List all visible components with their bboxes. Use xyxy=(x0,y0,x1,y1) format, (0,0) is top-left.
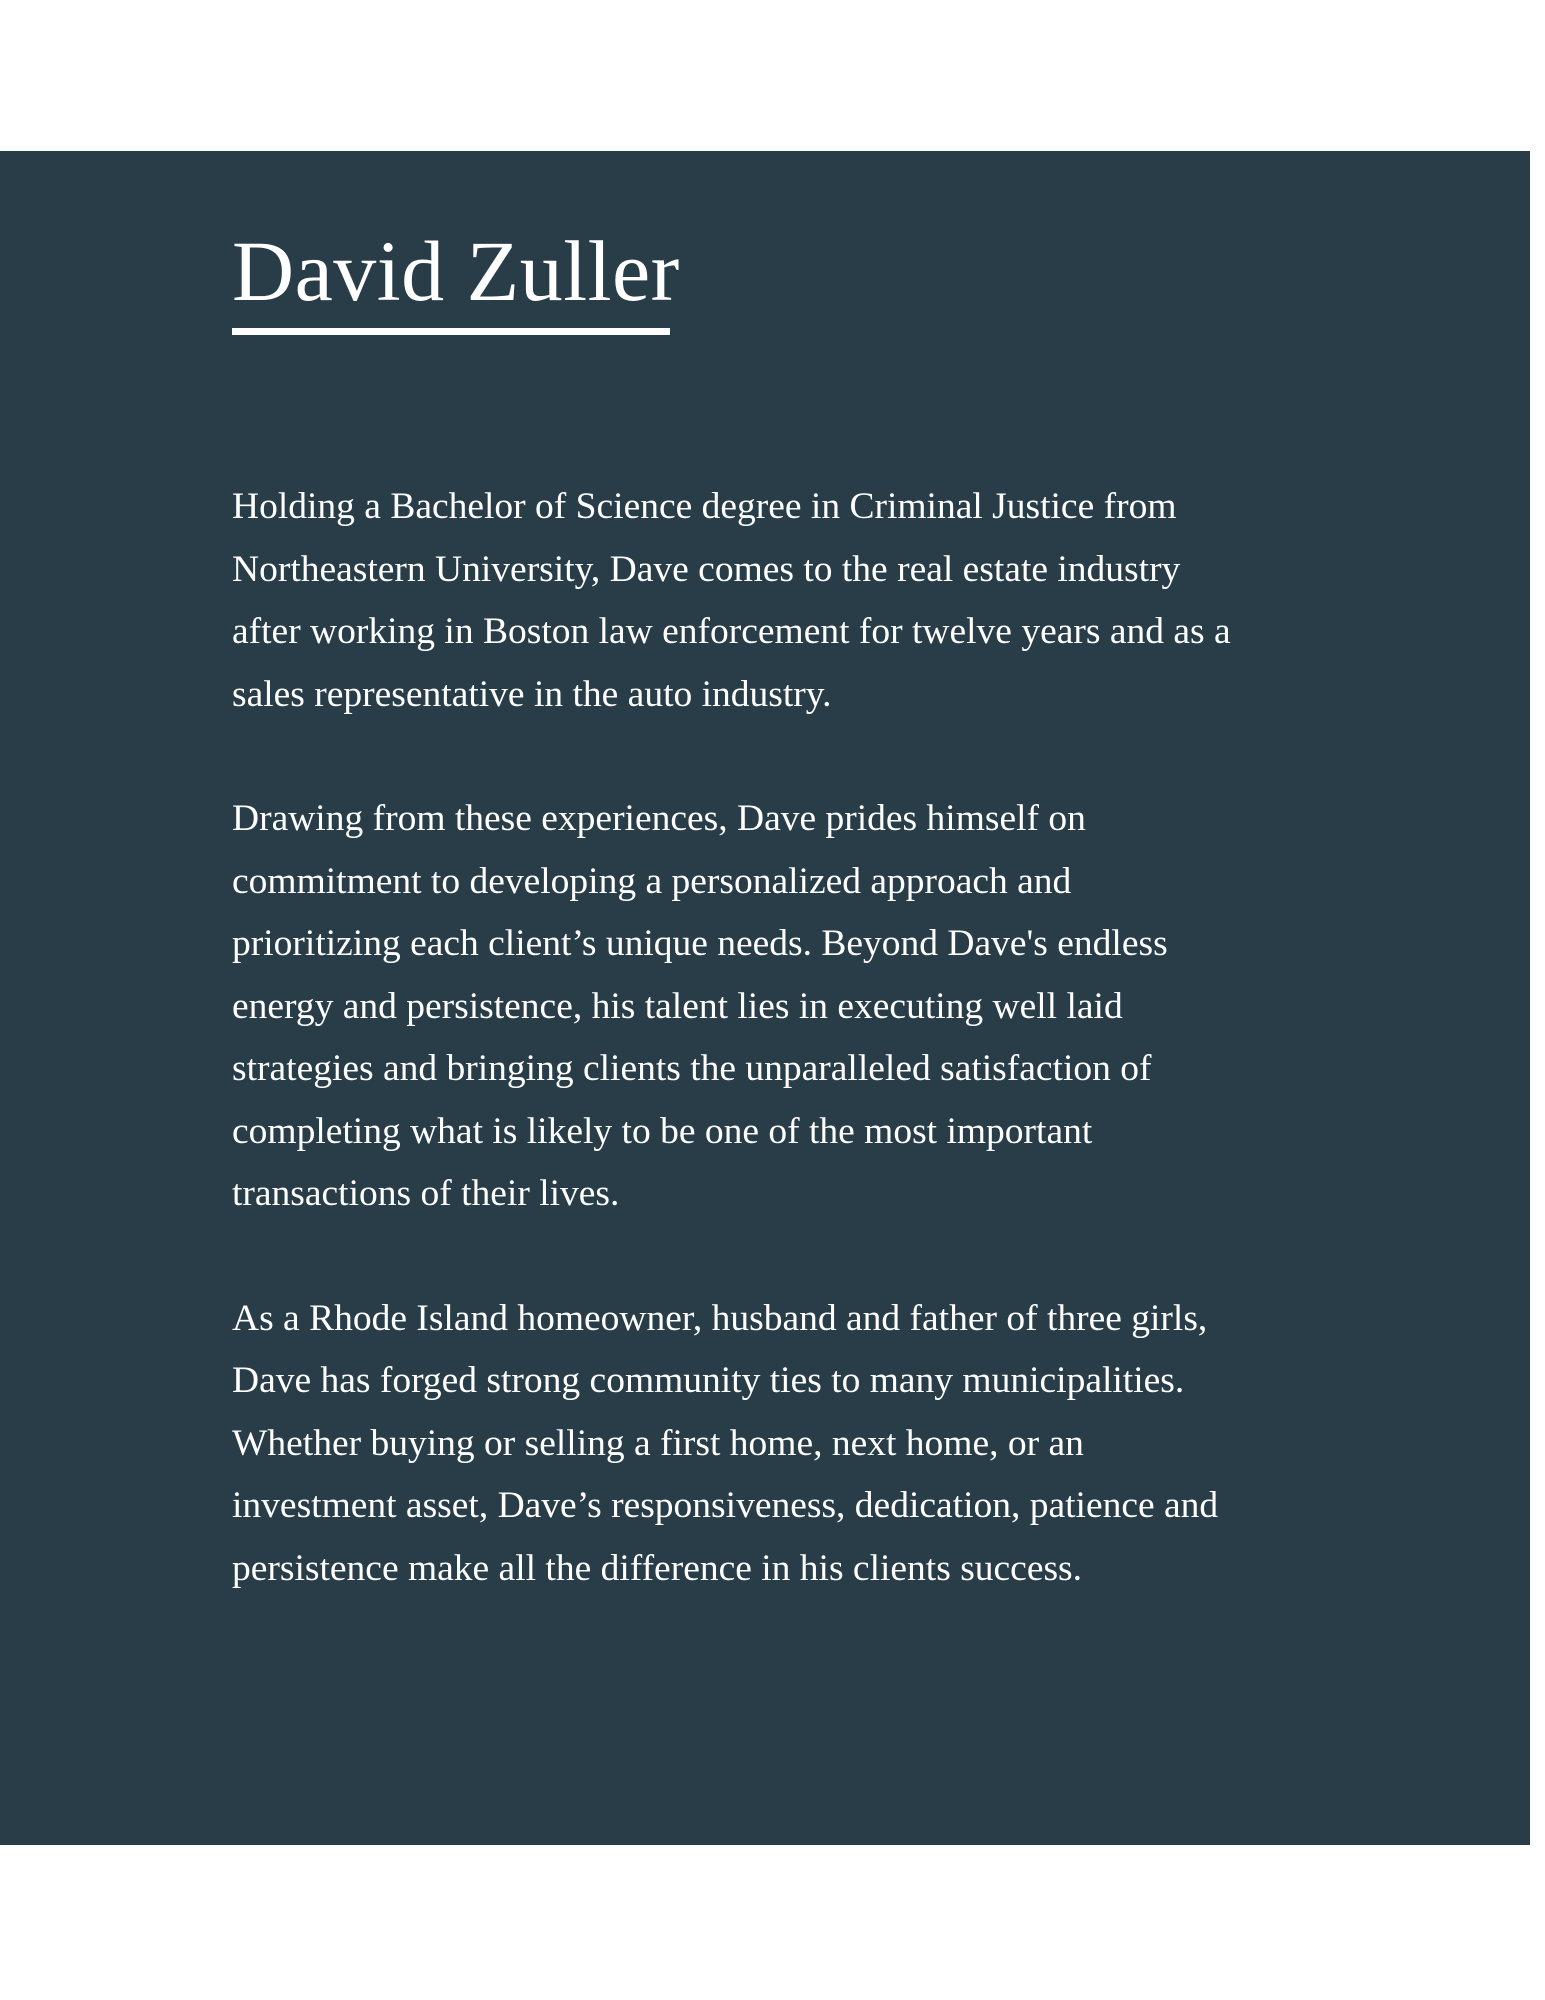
bio-panel xyxy=(0,151,1530,1845)
bio-paragraph-approach: Drawing from these experiences, Dave prides himself on commitment to developing a personalized approach and prioritizing each client’s unique needs. Beyond Dave's endless energy and persistence, his talent lies in executing well laid strategies and bringing clients the unparalleled satisfaction of completing what is likely to be one of the most important transactions of their lives. xyxy=(232,798,1168,1214)
bio-text xyxy=(232,476,1332,1600)
heading-underline xyxy=(232,328,670,335)
bio-paragraph-community: As a Rhode Island homeowner, husband and father of three girls, Dave has forged strong community ties to many municipalities. Whether buying or selling a first home, next home, or an investment asset, Dave’s responsiveness, dedication, patience and persistence make all the difference in his clients success. xyxy=(232,1297,1219,1589)
agent-name-heading: David Zuller xyxy=(232,223,680,319)
bio-paragraph-education: Holding a Bachelor of Science degree in Criminal Justice from Northeastern University, Dave comes to the real estate industry after working in Boston law enforcement for twelve years and as a sales representative in the auto industry. xyxy=(232,486,1231,715)
